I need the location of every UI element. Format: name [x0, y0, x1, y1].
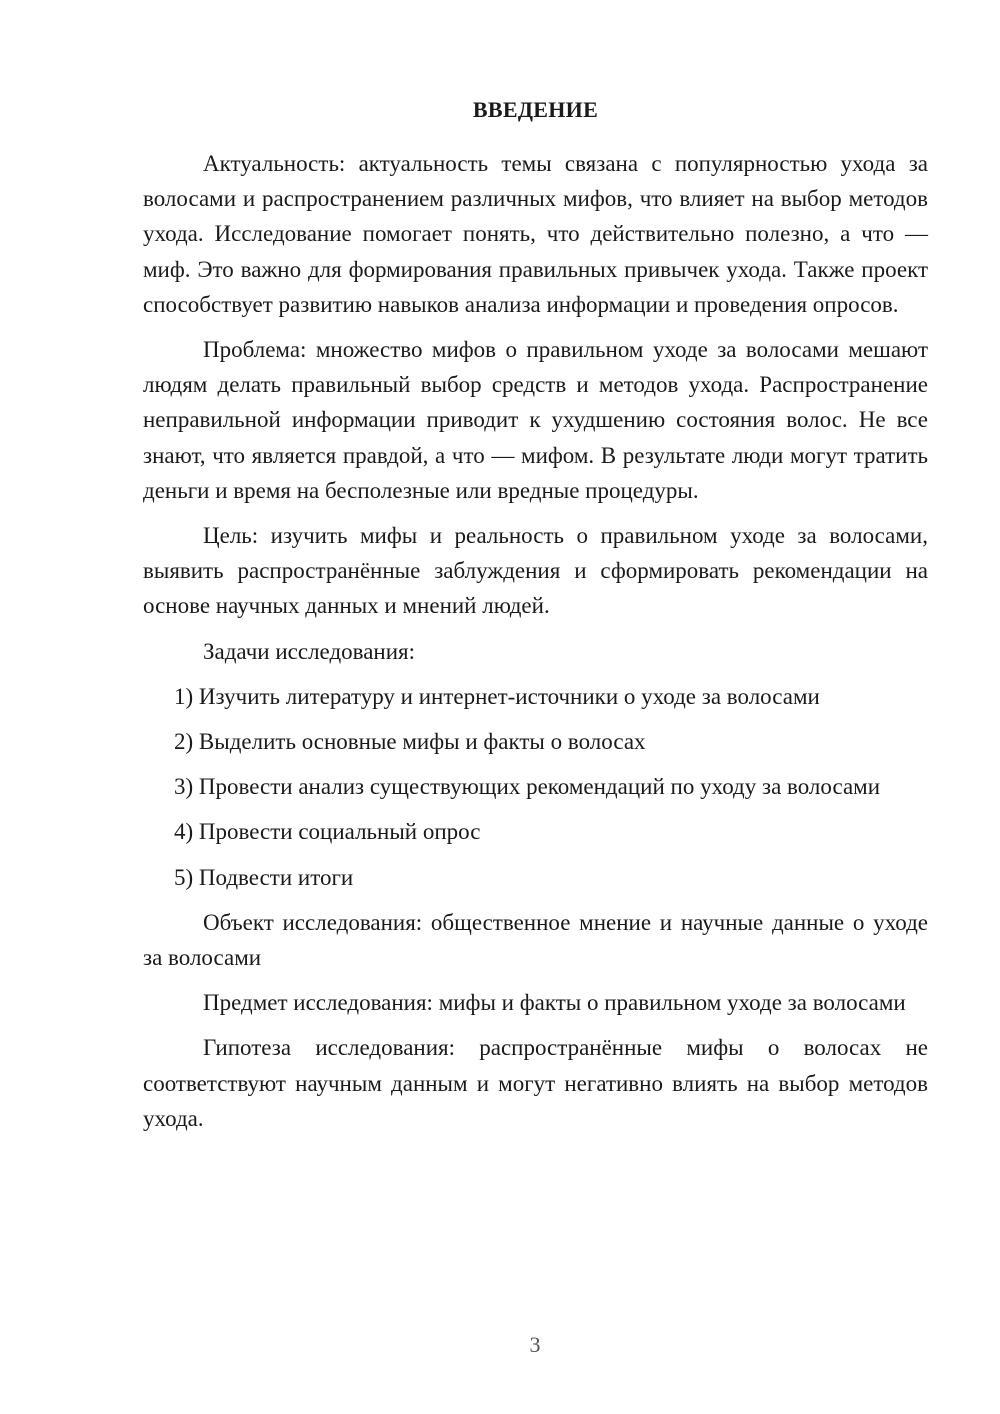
list-item: 4) Провести социальный опрос: [174, 819, 481, 845]
paragraph-relevance: Актуальность: актуальность темы связана с популярностью ухода за волосами и распространением различных мифов, что влияет на выбор методов ухода. Исследование помогает понять, что действительно полезно, а что — миф. Это важно для формирования правильных привычек ухода. Также проект способствует развитию навыков анализа информации и проведения опросов.: [143, 151, 928, 317]
paragraph-goal: Цель: изучить мифы и реальность о правильном уходе за волосами, выявить распространённые заблуждения и сформировать рекомендации на основе научных данных и мнений людей.: [143, 523, 928, 619]
paragraph-problem: Проблема: множество мифов о правильном уходе за волосами мешают людям делать правильный выбор средств и методов ухода. Распространение неправильной информации приводит к ухудшению состояния волос. Не все знают, что является правдой, а что — мифом. В результате люди могут тратить деньги и время на бесполезные или вредные процедуры.: [143, 337, 928, 503]
list-item: 5) Подвести итоги: [174, 864, 354, 890]
paragraph-hypothesis: Гипотеза исследования: распространённые мифы о волосах не соответствуют научным данным и могут негативно влиять на выбор методов ухода.: [143, 1035, 928, 1131]
paragraph-object: Объект исследования: общественное мнение и научные данные о уходе за волосами: [143, 909, 928, 971]
tasks-heading: Задачи исследования:: [203, 638, 416, 664]
paragraph-subject: Предмет исследования: мифы и факты о правильном уходе за волосами: [203, 990, 906, 1016]
list-item: 3) Провести анализ существующих рекомендаций по уходу за волосами: [174, 774, 881, 800]
list-item: 2) Выделить основные мифы и факты о волосах: [174, 729, 646, 755]
list-item: 1) Изучить литературу и интернет-источники о уходе за волосами: [174, 683, 820, 709]
section-title: ВВЕДЕНИЕ: [472, 97, 599, 122]
tasks-list: [143, 679, 928, 895]
text-column: [143, 92, 928, 1146]
page-number: 3: [529, 1332, 541, 1357]
